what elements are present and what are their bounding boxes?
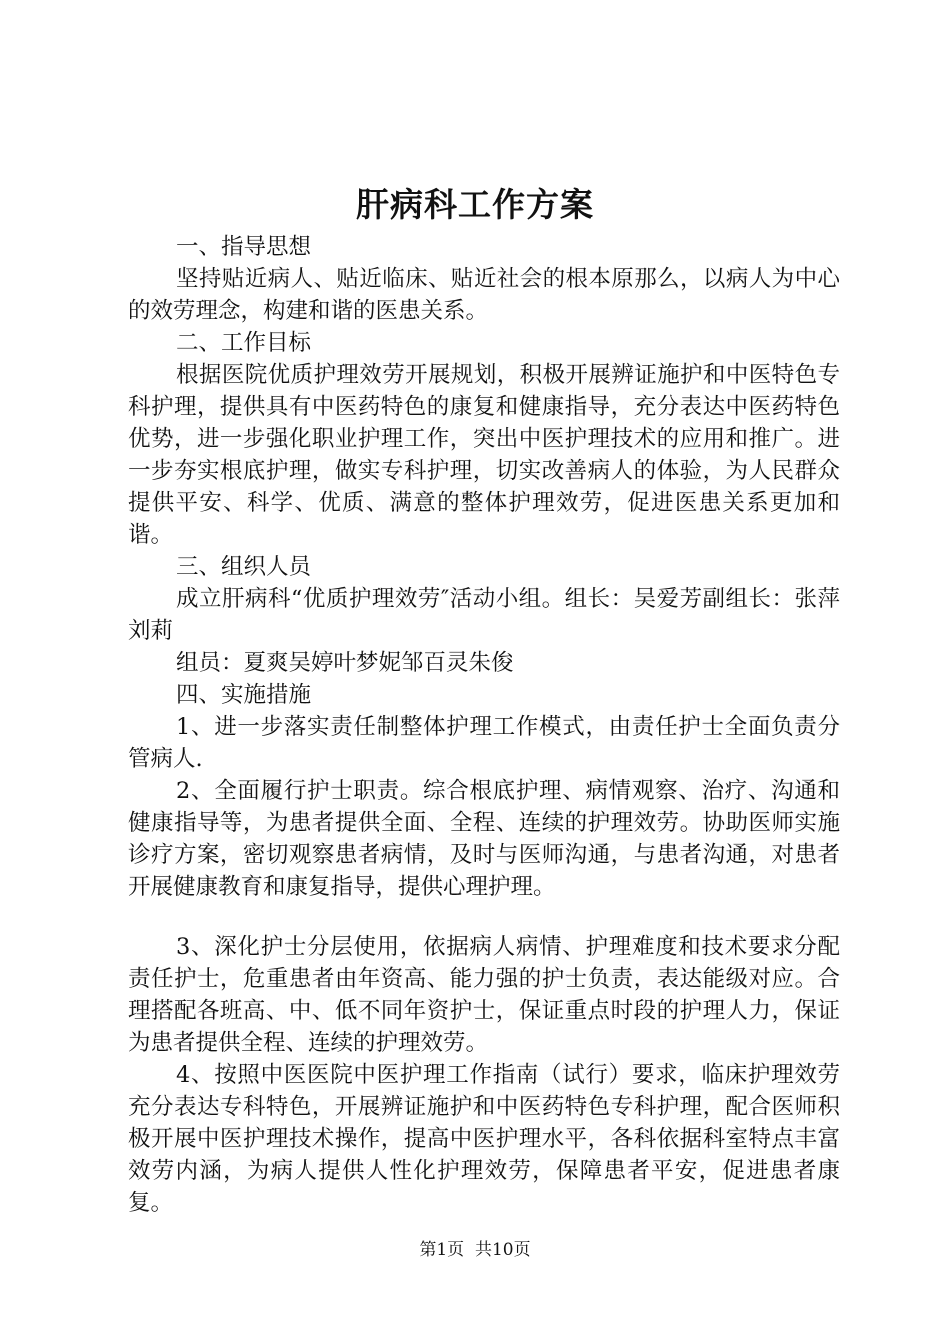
document-title: 肝病科工作方案 xyxy=(356,185,594,224)
measure-item-3: 3、深化护士分层使用，依据病人病情、护理难度和技术要求分配责任护士，危重患者由年资高、能力强的护士负责，表达能级对应。合理搭配各班高、中、低不同年资护士，保证重点时段的护理人力，保证为患者提供全程、连续的护理效劳。 xyxy=(128,934,840,1056)
document-body xyxy=(128,231,840,1219)
paragraph-gap xyxy=(128,903,840,931)
paragraph-group-leaders: 成立肝病科“优质护理效劳″活动小组。组长：吴爱芳副组长：张萍刘莉 xyxy=(128,586,840,644)
page-footer xyxy=(0,1238,950,1262)
measure-item-2: 2、全面履行护士职责。综合根底护理、病情观察、治疗、沟通和健康指导等，为患者提供全面、全程、连续的护理效劳。协助医师实施诊疗方案，密切观察患者病情，及时与医师沟通，与患者沟通，对患者开展健康教育和康复指导，提供心理护理。 xyxy=(128,778,840,900)
measure-item-1: 1、进一步落实责任制整体护理工作模式，由责任护士全面负责分管病人. xyxy=(128,714,840,772)
section-heading-guiding-thought: 一、指导思想 xyxy=(176,234,312,260)
paragraph-guiding-thought: 坚持贴近病人、贴近临床、贴近社会的根本原那么，以病人为中心的效劳理念，构建和谐的医患关系。 xyxy=(128,266,840,324)
section-heading-measures: 四、实施措施 xyxy=(176,682,312,708)
measure-item-4: 4、按照中医医院中医护理工作指南（试行）要求，临床护理效劳充分表达专科特色，开展辨证施护和中医药特色专科护理，配合医师积极开展中医护理技术操作，提高中医护理水平，各科依据科室特点丰富效劳内涵，为病人提供人性化护理效劳，保障患者平安，促进患者康复。 xyxy=(128,1062,840,1216)
section-heading-organization: 三、组织人员 xyxy=(176,554,312,580)
paragraph-work-goals: 根据医院优质护理效劳开展规划，积极开展辨证施护和中医特色专科护理，提供具有中医药特色的康复和健康指导，充分表达中医药特色优势，进一步强化职业护理工作，突出中医护理技术的应用和推广。进一步夯实根底护理，做实专科护理，切实改善病人的体验，为人民群众提供平安、科学、优质、满意的整体护理效劳，促进医患关系更加和谐。 xyxy=(128,362,840,548)
section-heading-work-goals: 二、工作目标 xyxy=(176,330,312,356)
paragraph-group-members: 组员：夏爽吴婷叶梦妮邹百灵朱俊 xyxy=(176,650,514,676)
page-number-label: 第1页 共10页 xyxy=(419,1240,531,1260)
